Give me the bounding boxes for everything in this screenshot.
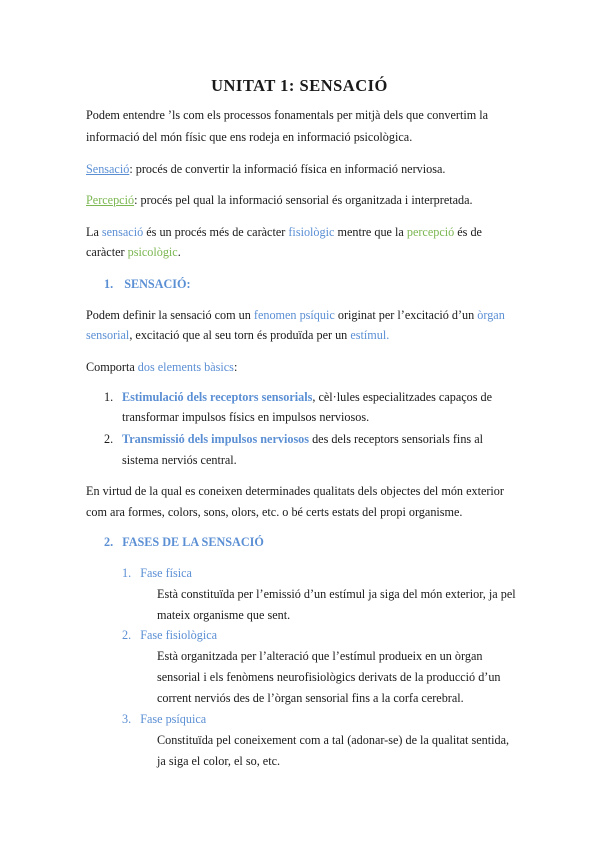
highlight-sensorial: sensorial (86, 328, 130, 342)
phase-3-number: 3. (122, 712, 132, 726)
phase-3-line-2: ja siga el color, el so, etc. (157, 754, 281, 768)
term-estimulacio: Estimulació dels receptors sensorials (122, 390, 313, 404)
text-run: , cèl·lules especialitzades capaços de (312, 390, 493, 404)
text-run: : (233, 360, 238, 374)
phase-2-heading (122, 628, 217, 643)
term-percepcio: Percepció (86, 193, 135, 207)
text-run: des dels receptors sensorials fins al (309, 432, 483, 446)
phase-2-line-1: Està organitzada per l’alteració que l’estímul produeix en un òrgan (157, 649, 483, 663)
comparison-line-1 (86, 225, 482, 240)
text-run: mentre que la (334, 225, 407, 239)
closing-line-1: En virtud de la qual es coneixen determinades qualitats dels objectes del món exterior (86, 484, 504, 498)
highlight-fenomen-psiquic: fenomen psíquic (253, 308, 335, 322)
highlight-fisiologic: fisiològic (288, 225, 335, 239)
highlight-sensacio: sensació (101, 225, 144, 239)
term-sensacio: Sensació (86, 162, 130, 176)
phase-3-name: Fase psíquica (140, 712, 207, 726)
phase-1-heading (122, 566, 192, 581)
section-2-heading (104, 535, 264, 550)
intro-line-2: informació del món físic que ens rodeja en informació psicològica. (86, 130, 413, 144)
definition-percepcio (86, 193, 473, 208)
phase-2-number: 2. (122, 628, 132, 642)
text-run: és un procés més de caràcter (143, 225, 289, 239)
phase-1-line-2: mateix organisme que sent. (157, 608, 291, 622)
text-run: originat per l’excitació d’un (334, 308, 478, 322)
intro-line-1: Podem entendre ’ls com els processos fonamentals per mitjà dels que convertim la (86, 108, 489, 122)
comporta-line (86, 360, 237, 375)
text-run: és de (454, 225, 482, 239)
page-title: UNITAT 1: SENSACIÓ (211, 76, 388, 95)
highlight-psicologic: psicològic (127, 245, 178, 259)
list-item-2-line-2: sistema nerviós central. (122, 453, 237, 467)
highlight-dos-elements: dos elements bàsics (137, 360, 234, 374)
phase-2-line-3: corrent nerviós des de l’òrgan sensorial fins a la corfa cerebral. (157, 691, 464, 705)
section-1-title: SENSACIÓ: (124, 277, 191, 291)
sensacio-definition-line-1 (86, 308, 505, 323)
text-run: Comporta (86, 360, 138, 374)
sensacio-definition-line-2 (86, 328, 389, 343)
section-1-number: 1. (104, 277, 114, 291)
text-run: caràcter (86, 245, 128, 259)
highlight-organ: òrgan (477, 308, 505, 322)
definition-sensacio (86, 162, 445, 177)
section-1-heading (104, 277, 191, 292)
phase-1-number: 1. (122, 566, 132, 580)
list-item-number: 1. (104, 390, 114, 404)
highlight-percepcio: percepció (406, 225, 455, 239)
phase-3-heading (122, 712, 206, 727)
text-run: , excitació que al seu torn és produïda per un (129, 328, 351, 342)
list-item-2-line-1 (122, 432, 483, 447)
definition-percepcio-text: : procés pel qual la informació sensorial és organitzada i interpretada. (134, 193, 473, 207)
list-item-1-line-1 (122, 390, 492, 405)
list-item-1-line-2: transformar impulsos físics en impulsos nerviosos. (122, 410, 370, 424)
phase-3-line-1: Constituïda pel coneixement com a tal (adonar-se) de la qualitat sentida, (157, 733, 510, 747)
text-run: La (86, 225, 102, 239)
phase-2-name: Fase fisiològica (140, 628, 218, 642)
term-transmissio: Transmissió dels impulsos nerviosos (122, 432, 310, 446)
section-2-title: FASES DE LA SENSACIÓ (122, 535, 264, 549)
text-run: . (177, 245, 181, 259)
highlight-estimul: estímul. (350, 328, 390, 342)
phase-2-line-2: sensorial i els fenòmens neurofisiològics derivats de la producció d’un (157, 670, 501, 684)
closing-line-2: com ara formes, colors, sons, olors, etc. o bé certs estats del propi organisme. (86, 505, 463, 519)
definition-sensacio-text: : procés de convertir la informació física en informació nerviosa. (129, 162, 446, 176)
section-2-number: 2. (104, 535, 114, 549)
list-item-number: 2. (104, 432, 114, 446)
comparison-line-2 (86, 245, 181, 260)
phase-1-name: Fase física (140, 566, 192, 580)
text-run: Podem definir la sensació com un (86, 308, 254, 322)
phase-1-line-1: Està constituïda per l’emissió d’un estímul ja siga del món exterior, ja pel (157, 587, 516, 601)
